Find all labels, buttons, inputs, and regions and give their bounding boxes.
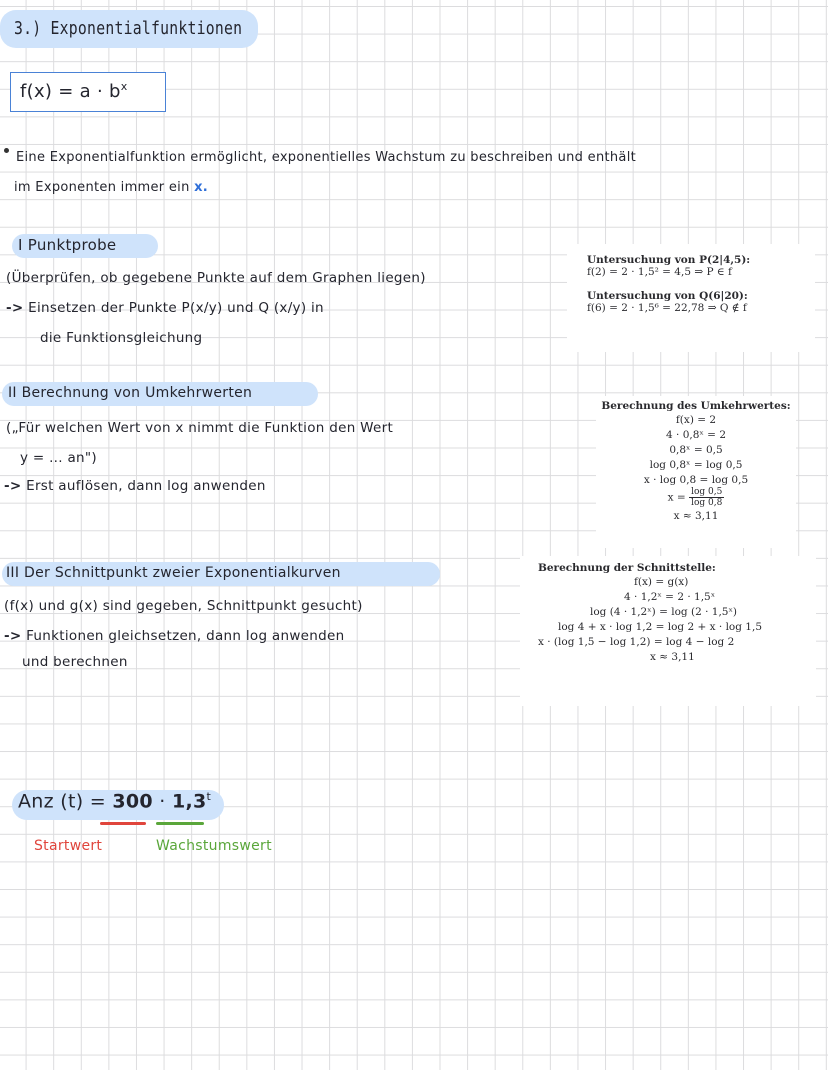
section1-heading: I Punktprobe bbox=[18, 236, 117, 254]
section1-example-box bbox=[567, 244, 815, 352]
section2-box-line-2: 4 · 0,8ˣ = 2 bbox=[666, 429, 726, 441]
section1-line-2-text: Einsetzen der Punkte P(x/y) und Q (x/y) in bbox=[28, 300, 324, 316]
section1-line-2 bbox=[6, 300, 324, 316]
section2-heading: II Berechnung von Umkehrwerten bbox=[8, 385, 253, 401]
section2-box-line-5: x · log 0,8 = log 0,5 bbox=[643, 474, 749, 486]
section3-heading: III Der Schnittpunkt zweier Exponentialkurven bbox=[6, 565, 341, 581]
section2-box-frac-prefix: x = bbox=[667, 491, 686, 504]
fraction bbox=[689, 487, 724, 508]
section1-box-line-2: f(6) = 2 · 1,5⁶ = 22,78 ⇒ Q ∉ f bbox=[587, 302, 747, 314]
section3-box-line-3: log (4 · 1,2ˣ) = log (2 · 1,5ˣ) bbox=[590, 606, 738, 618]
example-prefix: Anz (t) = bbox=[18, 790, 106, 813]
arrow-icon: -> bbox=[4, 628, 22, 644]
section2-box-result: x ≈ 3,11 bbox=[673, 510, 719, 522]
formula-base: f(x) = a · b bbox=[20, 81, 121, 102]
section3-box-line-6: x ≈ 3,11 bbox=[650, 651, 695, 663]
example-dot: · bbox=[159, 790, 166, 813]
section3-line-2 bbox=[4, 628, 344, 644]
section2-line-3 bbox=[4, 478, 266, 494]
example-start-value: 300 bbox=[112, 790, 153, 813]
bullet-point bbox=[4, 148, 9, 153]
example-formula bbox=[18, 790, 211, 812]
section2-box-line-4: log 0,8ˣ = log 0,5 bbox=[649, 459, 743, 471]
section3-box-line-4: log 4 + x · log 1,2 = log 2 + x · log 1,5 bbox=[558, 621, 763, 633]
section1-box-line-1: f(2) = 2 · 1,5² = 4,5 ⇒ P ∈ f bbox=[587, 266, 732, 278]
section2-box-line-3: 0,8ˣ = 0,5 bbox=[669, 444, 723, 456]
example-growth-value: 1,3 bbox=[171, 790, 207, 813]
section2-box-title: Berechnung des Umkehrwertes: bbox=[601, 400, 791, 412]
section3-box-line-2: 4 · 1,2ˣ = 2 · 1,5ˣ bbox=[624, 591, 716, 603]
page-title: 3.) Exponentialfunktionen bbox=[14, 18, 243, 39]
intro-line-2 bbox=[14, 180, 208, 195]
arrow-icon: -> bbox=[4, 478, 22, 494]
section3-box-line-5: x · (log 1,5 − log 1,2) = log 4 − log 2 bbox=[538, 636, 735, 648]
section3-example-box bbox=[520, 556, 816, 706]
intro-line-2-text: im Exponenten immer ein bbox=[14, 180, 190, 195]
intro-line-1: Eine Exponentialfunktion ermöglicht, exponentielles Wachstum zu beschreiben und enthält bbox=[16, 150, 637, 165]
section3-box-title: Berechnung der Schnittstelle: bbox=[538, 562, 716, 574]
growth-label: Wachstumswert bbox=[156, 838, 272, 854]
start-label: Startwert bbox=[34, 838, 103, 854]
section2-box-fraction-line bbox=[596, 487, 796, 508]
arrow-icon: -> bbox=[6, 300, 24, 316]
section3-line-1: (f(x) und g(x) sind gegeben, Schnittpunkt gesucht) bbox=[4, 598, 363, 614]
section1-line-1: (Überprüfen, ob gegebene Punkte auf dem Graphen liegen) bbox=[6, 270, 426, 286]
formula bbox=[20, 80, 128, 102]
fraction-denominator: log 0,8 bbox=[691, 498, 723, 508]
section1-line-3: die Funktionsgleichung bbox=[40, 330, 203, 346]
section2-line-1: („Für welchen Wert von x nimmt die Funktion den Wert bbox=[6, 420, 394, 436]
section3-line-3: und berechnen bbox=[22, 654, 128, 670]
growth-underline bbox=[156, 822, 204, 825]
intro-variable-x: x. bbox=[194, 180, 209, 195]
section2-line-2: y = ... an") bbox=[20, 450, 97, 466]
section2-line-3-text: Erst auflösen, dann log anwenden bbox=[26, 478, 266, 494]
formula-exponent: x bbox=[120, 80, 128, 93]
start-underline bbox=[100, 822, 146, 825]
section3-line-2-text: Funktionen gleichsetzen, dann log anwenden bbox=[26, 628, 345, 644]
section2-box-line-1: f(x) = 2 bbox=[675, 414, 717, 426]
section3-box-line-1: f(x) = g(x) bbox=[634, 576, 689, 588]
section1-box-title-2: Untersuchung von Q(6|20): bbox=[587, 290, 748, 302]
section2-example-box bbox=[596, 396, 796, 548]
example-exponent: t bbox=[206, 790, 212, 803]
section1-box-title-1: Untersuchung von P(2|4,5): bbox=[587, 254, 751, 266]
fraction-numerator: log 0,5 bbox=[691, 487, 723, 497]
